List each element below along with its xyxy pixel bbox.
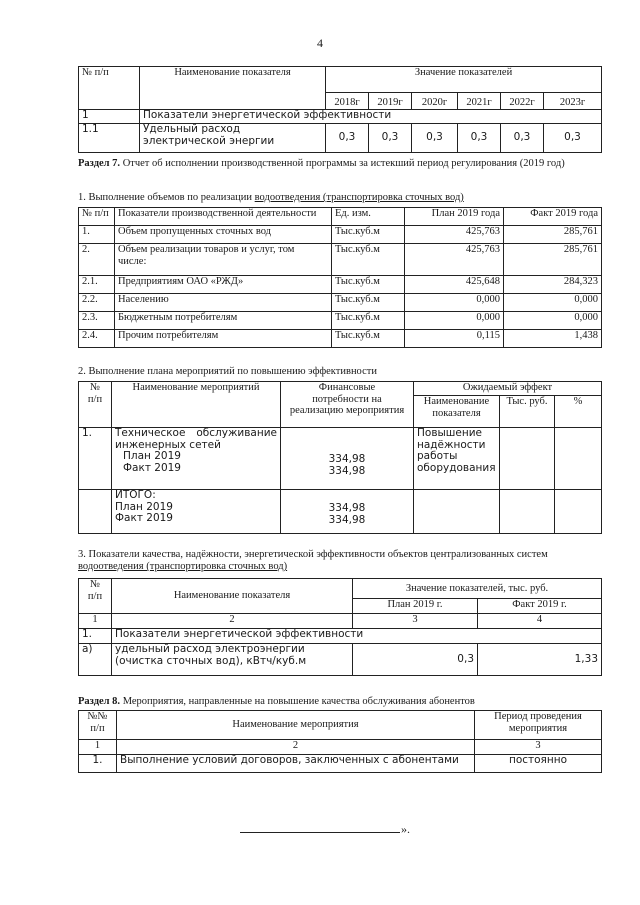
closing-mark: ». [401, 822, 410, 836]
table-row [79, 428, 602, 490]
qual-index-3: 3 [353, 614, 478, 629]
meas-header-num-1: № [89, 382, 101, 393]
total-thous [500, 490, 555, 534]
meas-num: 1. [79, 428, 112, 490]
vol-unit: Тыс.куб.м [332, 294, 405, 312]
meas-header-fin-1: Финансовые [318, 382, 376, 393]
qual-fact: 1,33 [478, 644, 602, 676]
qual-group-num: 1. [79, 629, 112, 644]
page-number: 4 [317, 36, 323, 50]
meas-effect-l4: оборудования [417, 461, 496, 474]
vol-unit: Тыс.куб.м [332, 330, 405, 348]
vol-fact: 1,438 [504, 330, 602, 348]
table-row [79, 490, 602, 534]
svc-header-num-1: №№ [87, 711, 108, 722]
table-row [79, 330, 602, 348]
qual-index-4: 4 [478, 614, 602, 629]
meas-fact-label: Факт 2019 [123, 461, 181, 474]
row-name [140, 124, 326, 153]
meas-header-eff-name-2: показателя [432, 407, 481, 419]
meas-plan-label: План 2019 [123, 450, 181, 463]
vol-name [115, 244, 332, 276]
meas-effect [414, 428, 500, 490]
meas-effect-l1: Повышение [417, 427, 483, 439]
vol-num: 2.1. [79, 276, 115, 294]
group-num: 1 [79, 110, 140, 124]
vol-name: Населению [115, 294, 332, 312]
year-2022: 2022г [501, 93, 544, 110]
group-name: Показатели энергетической эффективности [140, 110, 602, 124]
signature-line [240, 832, 400, 833]
total-pct [555, 490, 602, 534]
meas-fact-val: 334,98 [328, 464, 366, 477]
meas-header-effect: Ожидаемый эффект [414, 382, 602, 396]
qual-header-fact: Факт 2019 г. [478, 599, 602, 614]
qual-name [112, 644, 353, 676]
meas-pct [555, 428, 602, 490]
vol-unit: Тыс.куб.м [332, 244, 405, 276]
qual-header-name: Наименование показателя [112, 579, 353, 614]
table-row [79, 226, 602, 244]
vol-header-name: Показатели производственной деятельности [115, 208, 332, 226]
vol-num: 2.2. [79, 294, 115, 312]
total-fact-label: Факт 2019 [115, 512, 173, 525]
vol-plan: 425,763 [405, 226, 504, 244]
qual-index-1: 1 [79, 614, 112, 629]
svc-header-num [79, 711, 117, 740]
total-plan-label: План 2019 [115, 500, 173, 513]
vol-fact: 0,000 [504, 294, 602, 312]
year-2019: 2019г [369, 93, 412, 110]
section8-title-bold: Раздел 8. [78, 696, 121, 707]
svc-header-period-1: Период проведения [494, 711, 582, 722]
section7-title-bold: Раздел 7. [78, 158, 121, 169]
total-label: ИТОГО: [115, 489, 156, 501]
table-row [79, 276, 602, 294]
meas-fin [281, 428, 414, 490]
meas-thous [500, 428, 555, 490]
sub3-title-line1: 3. Показатели качества, надёжности, энергетической эффективности объектов централизованных систем [78, 549, 548, 560]
meas-name-line1a: Техническое [115, 427, 186, 439]
svc-index-2: 2 [117, 740, 475, 755]
section7-title [78, 158, 600, 170]
meas-header-fin [281, 382, 414, 428]
vol-unit: Тыс.куб.м [332, 312, 405, 330]
qual-header-num-2: п/п [87, 590, 103, 602]
section7-title-rest: Отчет об исполнении производственной программы за истекший период регулирования (2019 год) [120, 158, 565, 169]
vol-fact: 0,000 [504, 312, 602, 330]
energy-indicators-table [78, 66, 602, 153]
svc-header-num-2: п/п [90, 722, 105, 734]
sub1-title [78, 192, 464, 204]
vol-plan: 425,763 [405, 244, 504, 276]
value-2022: 0,3 [501, 124, 544, 153]
value-2021: 0,3 [458, 124, 501, 153]
sub3-title [78, 549, 600, 573]
vol-unit: Тыс.куб.м [332, 226, 405, 244]
table-row [79, 294, 602, 312]
total-num [79, 490, 112, 534]
meas-header-name: Наименование мероприятий [112, 382, 281, 428]
year-2018: 2018г [326, 93, 369, 110]
svc-num: 1. [79, 755, 117, 773]
qual-plan: 0,3 [353, 644, 478, 676]
total-name [112, 490, 281, 534]
vol-plan: 0,000 [405, 294, 504, 312]
vol-plan: 0,000 [405, 312, 504, 330]
meas-plan-val: 334,98 [328, 453, 366, 465]
volumes-table [78, 207, 602, 348]
vol-num: 2.4. [79, 330, 115, 348]
meas-header-fin-2: потребности на [312, 393, 382, 405]
vol-plan: 425,648 [405, 276, 504, 294]
qual-name-line1: удельный расход электроэнергии [115, 643, 305, 655]
header-name: Наименование показателя [140, 67, 326, 110]
vol-name: Предприятиям ОАО «РЖД» [115, 276, 332, 294]
qual-index-2: 2 [112, 614, 353, 629]
vol-plan: 0,115 [405, 330, 504, 348]
sub2-title: 2. Выполнение плана мероприятий по повышению эффективности [78, 366, 377, 377]
quality-table [78, 578, 602, 676]
year-2020: 2020г [412, 93, 458, 110]
vol-num: 1. [79, 226, 115, 244]
table-row [79, 644, 602, 676]
vol-name-line1: Объем реализации товаров и услуг, том [118, 244, 295, 255]
qual-header-plan: План 2019 г. [353, 599, 478, 614]
vol-fact: 284,323 [504, 276, 602, 294]
svc-header-period [475, 711, 602, 740]
total-effect [414, 490, 500, 534]
section8-title [78, 696, 475, 708]
value-2020: 0,3 [412, 124, 458, 153]
row-name-line2: электрической энергии [143, 134, 275, 147]
meas-header-pct: % [555, 396, 602, 428]
meas-header-thous: Тыс. руб. [500, 396, 555, 428]
vol-name: Прочим потребителям [115, 330, 332, 348]
qual-num: а) [79, 644, 112, 676]
row-name-line1: Удельный расход [143, 123, 241, 135]
meas-header-num [79, 382, 112, 428]
vol-name: Объем пропущенных сточных вод [115, 226, 332, 244]
vol-header-num: № п/п [79, 208, 115, 226]
total-plan-val: 334,98 [328, 502, 366, 514]
qual-header-values: Значение показателей, тыс. руб. [353, 579, 602, 599]
header-values: Значение показателей [326, 67, 602, 93]
measures-table [78, 381, 602, 534]
vol-header-plan: План 2019 года [405, 208, 504, 226]
total-fin [281, 490, 414, 534]
meas-name [112, 428, 281, 490]
value-2019: 0,3 [369, 124, 412, 153]
table-row [79, 755, 602, 773]
meas-header-num-2: п/п [87, 393, 103, 405]
qual-header-num-1: № [89, 579, 101, 590]
table-row [79, 312, 602, 330]
vol-header-fact: Факт 2019 года [504, 208, 602, 226]
value-2018: 0,3 [326, 124, 369, 153]
svc-name: Выполнение условий договоров, заключенных с абонентами [117, 755, 475, 773]
vol-fact: 285,761 [504, 226, 602, 244]
svc-header-name: Наименование мероприятия [117, 711, 475, 740]
meas-name-line1 [115, 428, 277, 440]
vol-num: 2. [79, 244, 115, 276]
vol-header-unit: Ед. изм. [332, 208, 405, 226]
vol-name-line2: числе: [118, 255, 147, 267]
meas-effect-l2: надёжности [417, 438, 486, 451]
svc-index-1: 1 [79, 740, 117, 755]
qual-name-line2: (очистка сточных вод), кВтч/куб.м [115, 654, 307, 667]
total-fact-val: 334,98 [328, 513, 366, 526]
sub3-title-line2: водоотведения (транспортировка сточных вод) [78, 561, 288, 573]
year-2023: 2023г [544, 93, 602, 110]
value-2023: 0,3 [544, 124, 602, 153]
meas-effect-l3: работы [417, 450, 458, 463]
svc-header-period-2: мероприятия [508, 722, 568, 734]
vol-unit: Тыс.куб.м [332, 276, 405, 294]
meas-name-line1b: обслуживание [196, 427, 277, 439]
sub1-title-underlined: водоотведения (транспортировка сточных вод) [254, 192, 464, 203]
section8-title-rest: Мероприятия, направленные на повышение качества обслуживания абонентов [120, 696, 475, 707]
row-num: 1.1 [79, 124, 140, 153]
vol-num: 2.3. [79, 312, 115, 330]
qual-group-name: Показатели энергетической эффективности [112, 629, 602, 644]
sub1-title-plain: 1. Выполнение объемов по реализации [78, 192, 255, 203]
table-row [79, 244, 602, 276]
meas-header-fin-3: реализацию мероприятия [289, 405, 405, 417]
vol-name: Бюджетным потребителям [115, 312, 332, 330]
qual-header-num [79, 579, 112, 614]
svc-period: постоянно [475, 755, 602, 773]
svc-index-3: 3 [475, 740, 602, 755]
service-table [78, 710, 602, 773]
meas-header-eff-name [414, 396, 500, 428]
meas-header-eff-name-1: Наименование [423, 396, 490, 407]
year-2021: 2021г [458, 93, 501, 110]
header-num: № п/п [79, 67, 140, 110]
vol-fact: 285,761 [504, 244, 602, 276]
meas-name-line2: инженерных сетей [115, 438, 221, 451]
